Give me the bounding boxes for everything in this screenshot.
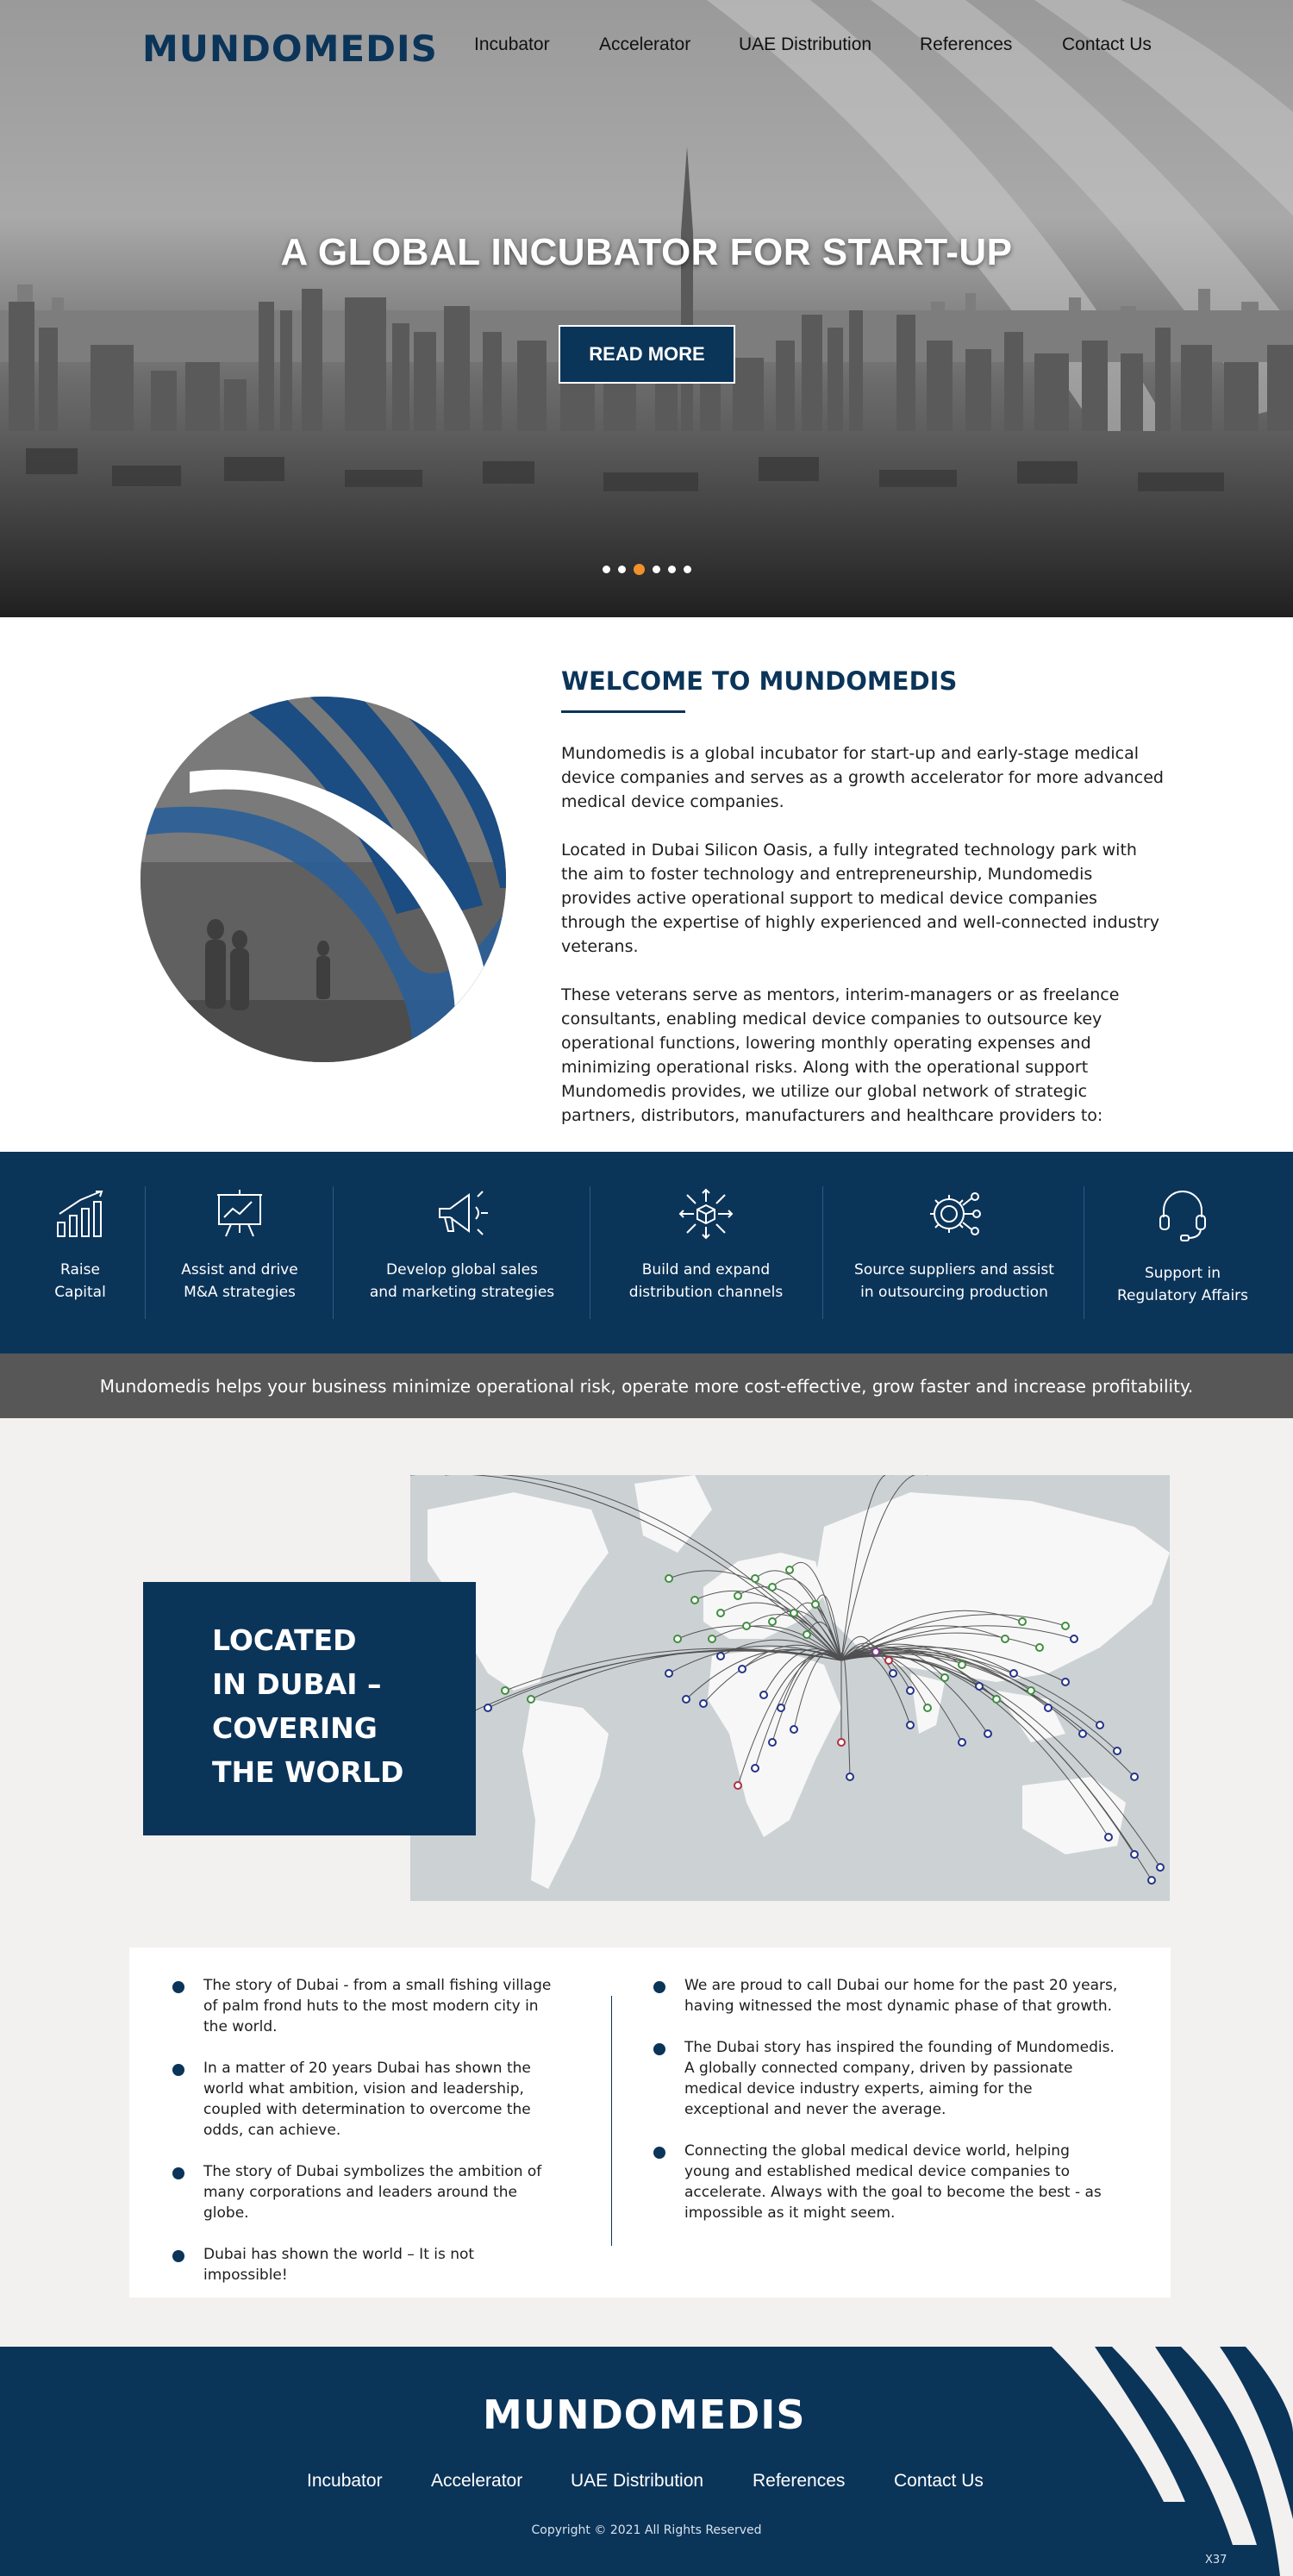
service-label: Regulatory Affairs bbox=[1116, 1287, 1249, 1304]
story-left-column bbox=[172, 1975, 560, 2306]
slider-dot[interactable] bbox=[684, 566, 691, 573]
map-location-marker bbox=[924, 1704, 931, 1711]
map-location-marker bbox=[976, 1683, 983, 1690]
located-in-dubai-box bbox=[143, 1582, 476, 1835]
map-location-marker bbox=[1028, 1687, 1034, 1694]
footer-nav-incubator[interactable]: Incubator bbox=[307, 2471, 383, 2491]
nav-item-uae-distribution[interactable]: UAE Distribution bbox=[739, 34, 872, 54]
located-title-line: LOCATED bbox=[212, 1623, 357, 1657]
bar-chart-growth-icon bbox=[54, 1188, 106, 1240]
map-location-marker bbox=[717, 1610, 724, 1616]
megaphone-icon bbox=[434, 1188, 490, 1240]
map-location-marker bbox=[683, 1696, 690, 1703]
map-location-marker bbox=[790, 1726, 797, 1733]
map-location-marker bbox=[803, 1631, 810, 1638]
dubai-story-panel bbox=[129, 1948, 1171, 2298]
corner-badge: X37 bbox=[1205, 2554, 1227, 2567]
welcome-paragraph: These veterans serve as mentors, interim-managers or as freelance consultants, enabling medical device companies to outsource key operational functions, lowering monthly operating expenses and minimizing operational risks. Along with the operational support Mundomedis provides, we utilize our global network of strategic partners, distributors, manufacturers and healthcare providers to: bbox=[561, 985, 1120, 1125]
hero-title: A GLOBAL INCUBATOR FOR START-UP bbox=[280, 231, 1013, 273]
map-location-marker bbox=[674, 1635, 681, 1642]
story-right-column bbox=[653, 1975, 1119, 2244]
world-section bbox=[0, 1418, 1293, 2347]
map-location-marker bbox=[846, 1773, 853, 1780]
footer-nav-uae-distribution[interactable]: UAE Distribution bbox=[571, 2471, 704, 2491]
map-location-marker bbox=[752, 1575, 759, 1582]
nav-item-references[interactable]: References bbox=[920, 34, 1013, 54]
services-band bbox=[0, 1152, 1293, 1354]
slider-dot[interactable] bbox=[653, 566, 660, 573]
map-location-marker bbox=[786, 1566, 793, 1573]
list-item: Dubai has shown the world – It is not impossible! bbox=[172, 2244, 560, 2285]
list-item: In a matter of 20 years Dubai has shown the world what ambition, vision and leadership, coupled with determination to overcome the odds, can achieve. bbox=[172, 2058, 560, 2141]
map-location-marker bbox=[734, 1592, 741, 1599]
service-label: in outsourcing production bbox=[860, 1284, 1048, 1301]
map-location-marker bbox=[700, 1700, 707, 1707]
service-distribution bbox=[598, 1188, 814, 1304]
service-label: Assist and drive bbox=[181, 1261, 298, 1279]
service-label: M&A strategies bbox=[184, 1284, 296, 1301]
world-connection-map bbox=[410, 1475, 1170, 1901]
map-location-marker bbox=[1010, 1670, 1017, 1677]
service-label: distribution channels bbox=[628, 1284, 784, 1301]
map-location-marker bbox=[872, 1648, 879, 1655]
map-location-marker bbox=[778, 1704, 784, 1711]
service-outsourcing bbox=[831, 1188, 1078, 1304]
main-navigation bbox=[0, 26, 1293, 69]
map-location-marker bbox=[907, 1722, 914, 1729]
map-location-marker bbox=[959, 1739, 965, 1746]
map-location-marker bbox=[769, 1618, 776, 1625]
service-label: Source suppliers and assist bbox=[854, 1261, 1054, 1279]
map-route-line bbox=[841, 1654, 850, 1777]
map-location-marker bbox=[665, 1575, 672, 1582]
map-location-marker bbox=[1045, 1704, 1052, 1711]
footer-nav-accelerator[interactable]: Accelerator bbox=[431, 2471, 523, 2491]
welcome-paragraph: Mundomedis is a global incubator for start-up and early-stage medical device companies and serves as a growth accelerator for more advanced medical device companies. bbox=[561, 744, 1164, 811]
welcome-title-underline bbox=[561, 710, 685, 713]
story-divider bbox=[611, 1996, 612, 2246]
world-map-image bbox=[410, 1475, 1170, 1901]
map-location-marker bbox=[665, 1670, 672, 1677]
hero-city-skyline-image bbox=[0, 0, 1293, 617]
map-location-marker bbox=[907, 1687, 914, 1694]
map-location-marker bbox=[769, 1739, 776, 1746]
map-location-marker bbox=[993, 1696, 1000, 1703]
read-more-button[interactable]: READ MORE bbox=[559, 325, 735, 384]
map-location-marker bbox=[890, 1670, 896, 1677]
map-location-marker bbox=[1036, 1644, 1043, 1651]
list-item: The story of Dubai symbolizes the ambition of many corporations and leaders around the globe. bbox=[172, 2161, 560, 2223]
map-location-marker bbox=[1062, 1623, 1069, 1629]
slider-dot[interactable] bbox=[634, 564, 645, 575]
service-divider bbox=[145, 1186, 146, 1319]
map-location-marker bbox=[1131, 1851, 1138, 1858]
map-location-marker bbox=[1114, 1748, 1121, 1754]
service-label: Raise bbox=[60, 1261, 100, 1279]
map-location-marker bbox=[1105, 1834, 1112, 1841]
map-location-marker bbox=[1079, 1730, 1086, 1737]
slider-dot[interactable] bbox=[618, 566, 626, 573]
located-title bbox=[212, 1618, 462, 1794]
map-location-marker bbox=[885, 1657, 892, 1664]
map-location-marker bbox=[528, 1696, 534, 1703]
service-label: and marketing strategies bbox=[369, 1284, 555, 1301]
map-location-marker bbox=[959, 1661, 965, 1668]
map-location-marker bbox=[743, 1623, 750, 1629]
service-divider bbox=[822, 1186, 823, 1319]
located-title-line: COVERING bbox=[212, 1711, 378, 1745]
welcome-paragraph: Located in Dubai Silicon Oasis, a fully integrated technology park with the aim to foster technology and entrepreneurship, Mundomedis provides active operational support to medical device companies through the expertise of highly experienced and well-connected industry veterans. bbox=[561, 841, 1159, 956]
map-location-marker bbox=[984, 1730, 991, 1737]
map-location-marker bbox=[760, 1691, 767, 1698]
map-location-marker bbox=[1062, 1679, 1069, 1685]
welcome-text bbox=[561, 741, 1165, 1152]
map-location-marker bbox=[1002, 1635, 1009, 1642]
map-location-marker bbox=[1157, 1864, 1164, 1871]
map-location-marker bbox=[1131, 1773, 1138, 1780]
slider-dots bbox=[0, 564, 1293, 575]
map-location-marker bbox=[1096, 1722, 1103, 1729]
service-ma-strategies bbox=[153, 1188, 326, 1304]
map-location-marker bbox=[734, 1782, 741, 1789]
map-location-marker bbox=[691, 1597, 698, 1604]
map-location-marker bbox=[739, 1666, 746, 1673]
footer-nav-references[interactable]: References bbox=[753, 2471, 846, 2491]
slider-dot[interactable] bbox=[603, 566, 610, 573]
service-divider bbox=[333, 1186, 334, 1319]
map-location-marker bbox=[752, 1765, 759, 1772]
map-location-marker bbox=[484, 1704, 491, 1711]
footer-logo[interactable]: MUNDOMEDIS bbox=[483, 2392, 806, 2438]
service-label: Support in bbox=[1144, 1265, 1221, 1282]
map-location-marker bbox=[769, 1584, 776, 1591]
map-location-marker bbox=[838, 1739, 845, 1746]
site-footer bbox=[0, 2347, 1293, 2576]
map-route-line bbox=[841, 1654, 1134, 1777]
located-title-line: THE WORLD bbox=[212, 1755, 404, 1789]
service-label: Build and expand bbox=[641, 1261, 771, 1279]
service-sales-marketing bbox=[341, 1188, 583, 1304]
copyright-text: Copyright © 2021 All Rights Reserved bbox=[531, 2523, 762, 2537]
welcome-title: WELCOME TO MUNDOMEDIS bbox=[561, 666, 958, 696]
welcome-feature-image bbox=[138, 690, 509, 1069]
map-location-marker bbox=[717, 1653, 724, 1660]
nav-item-incubator[interactable]: Incubator bbox=[474, 34, 550, 54]
service-label: Develop global sales bbox=[386, 1261, 538, 1279]
map-location-marker bbox=[1019, 1618, 1026, 1625]
map-location-marker bbox=[941, 1674, 948, 1681]
map-location-marker bbox=[1071, 1635, 1078, 1642]
gear-network-icon bbox=[927, 1188, 982, 1240]
map-location-marker bbox=[1148, 1877, 1155, 1884]
nav-item-contact-us[interactable]: Contact Us bbox=[1062, 34, 1152, 54]
service-regulatory bbox=[1092, 1188, 1273, 1307]
located-title-line: IN DUBAI – bbox=[212, 1667, 382, 1701]
map-location-marker bbox=[790, 1610, 797, 1616]
footer-nav-contact-us[interactable]: Contact Us bbox=[894, 2471, 984, 2491]
mundomedis-logo[interactable]: MUNDOMEDIS bbox=[142, 28, 438, 70]
list-item: We are proud to call Dubai our home for the past 20 years, having witnessed the most dynamic phase of that growth. bbox=[653, 1975, 1119, 2016]
service-raise-capital bbox=[24, 1188, 136, 1304]
presentation-board-icon bbox=[214, 1188, 265, 1240]
slider-dot[interactable] bbox=[668, 566, 676, 573]
headset-support-icon bbox=[1157, 1188, 1209, 1243]
map-location-marker bbox=[812, 1601, 819, 1608]
list-item: The Dubai story has inspired the founding of Mundomedis. A globally connected company, driven by passionate medical device industry experts, aiming for the exceptional and never the average. bbox=[653, 2037, 1119, 2120]
service-label: Capital bbox=[54, 1284, 106, 1301]
footer-swoosh-decoration bbox=[1034, 2347, 1293, 2576]
list-item: Connecting the global medical device world, helping young and established medical device companies to accelerate. Always with the goal to become the best - as impossible as it might seem. bbox=[653, 2141, 1119, 2223]
map-location-marker bbox=[502, 1687, 509, 1694]
nav-item-accelerator[interactable]: Accelerator bbox=[599, 34, 691, 54]
hero-banner bbox=[0, 0, 1293, 617]
map-location-marker bbox=[709, 1635, 715, 1642]
tagline-bar: Mundomedis helps your business minimize operational risk, operate more cost-effective, grow faster and increase profitability. bbox=[0, 1354, 1293, 1418]
distribution-network-icon bbox=[678, 1188, 734, 1240]
list-item: The story of Dubai - from a small fishing village of palm frond huts to the most modern city in the world. bbox=[172, 1975, 560, 2037]
